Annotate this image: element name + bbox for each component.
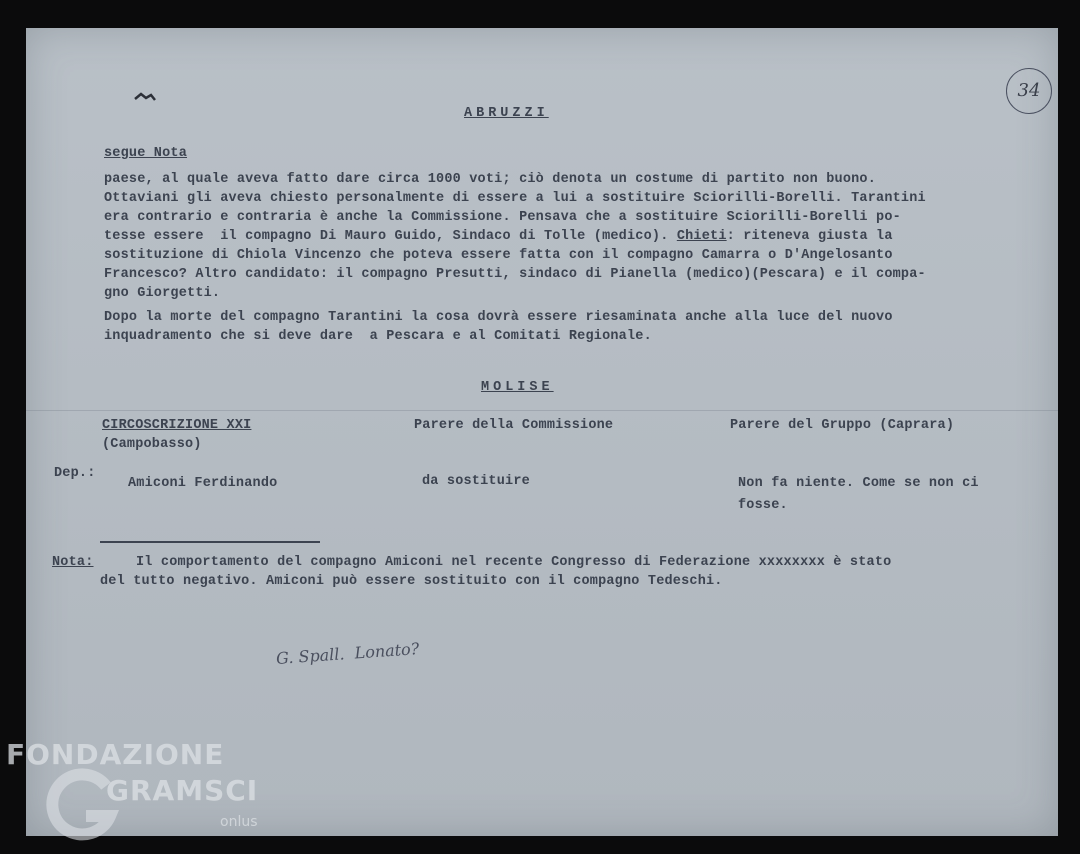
para1-line-1: paese, al quale aveva fatto dare circa 1000 voti; ciò denota un costume di partito non buono.	[104, 172, 877, 187]
chieti-rest: : riteneva giusta la	[726, 229, 893, 244]
para2-line-1: Dopo la morte del compagno Tarantini la cosa dovrà essere riesaminata anche alla luce del nuovo	[104, 310, 893, 325]
para1-line-5: sostituzione di Chiola Vincenzo che poteva essere fatta con il compagno Camarra o D'Angelosanto	[104, 248, 893, 263]
nota-line-1: Il comportamento del compagno Amiconi nel recente Congresso di Federazione xxxxxxxx è stato	[136, 555, 892, 570]
separator-rule	[100, 541, 320, 543]
row-label-dep: Dep.:	[54, 466, 96, 481]
document-page	[26, 28, 1058, 836]
pen-mark	[134, 92, 156, 102]
para1-line-4	[104, 227, 893, 246]
row-group-line-1: Non fa niente. Come se non ci	[738, 476, 979, 491]
para2-line-2: inquadramento che si deve dare a Pescara e al Comitati Regionale.	[104, 329, 652, 344]
chieti-label: Chieti	[676, 229, 727, 244]
fold-line	[26, 410, 1058, 411]
heading-molise: MOLISE	[481, 380, 554, 395]
watermark-line-2: GRAMSCI	[106, 774, 259, 807]
fondazione-gramsci-watermark	[6, 738, 266, 848]
row-group-line-2: fosse.	[738, 498, 788, 513]
segue-nota: segue Nota	[104, 146, 188, 161]
para1-line-2: Ottaviani gli aveva chiesto personalmente di essere a lui a sostituire Sciorilli-Borelli. Tarantini	[104, 191, 926, 206]
row-name: Amiconi Ferdinando	[128, 476, 278, 491]
para1-line-3: era contrario e contraria è anche la Commissione. Pensava che a sostituire Sciorilli-Borelli po-	[104, 210, 901, 225]
table-col3-header: Parere del Gruppo (Caprara)	[730, 418, 955, 433]
nota-line-2: del tutto negativo. Amiconi può essere sostituito con il compagno Tedeschi.	[100, 574, 723, 589]
table-col1-header: CIRCOSCRIZIONE XXI	[102, 418, 252, 433]
page-number-circle: 34	[1006, 68, 1052, 114]
table-col2-header: Parere della Commissione	[414, 418, 614, 433]
para1-line-6: Francesco? Altro candidato: il compagno Presutti, sindaco di Pianella (medico)(Pescara) e il compa-	[104, 267, 926, 282]
para1-line-7: gno Giorgetti.	[104, 286, 221, 301]
handwritten-note: G. Spall. Lonato?	[275, 639, 420, 668]
watermark-line-3: onlus	[220, 814, 258, 830]
watermark-line-1: FONDAZIONE	[6, 738, 225, 771]
heading-abruzzi: ABRUZZI	[464, 106, 549, 121]
table-col1-sub: (Campobasso)	[102, 437, 202, 452]
para1-line-4-text: tesse essere il compagno Di Mauro Guido, Sindaco di Tolle (medico).	[104, 229, 669, 244]
row-commission: da sostituire	[422, 474, 530, 489]
nota-label: Nota:	[52, 555, 94, 570]
